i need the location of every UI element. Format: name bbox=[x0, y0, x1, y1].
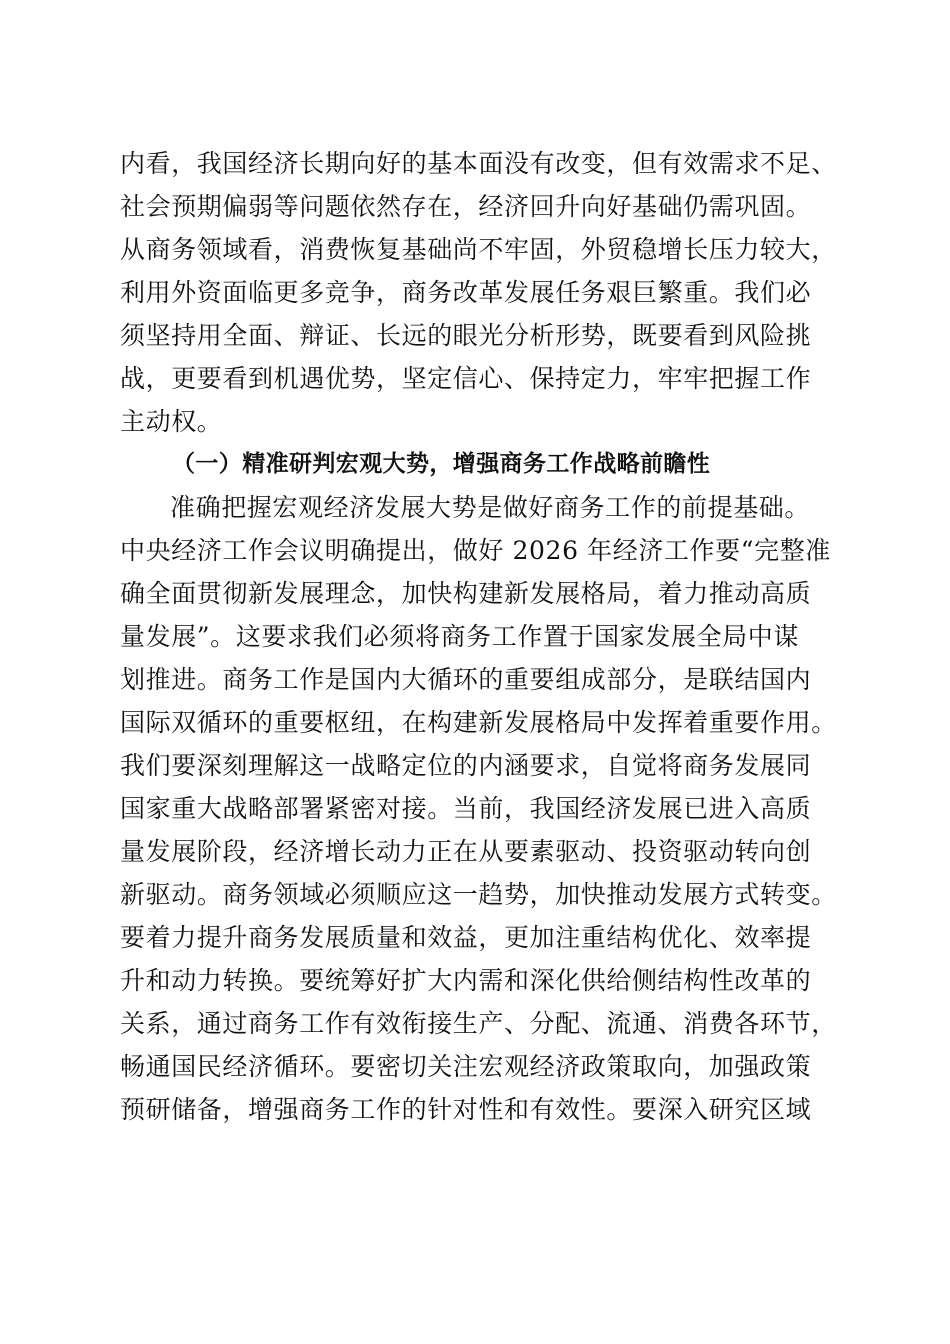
text-line: 中央经济工作会议明确提出，做好 2026 年经济工作要“完整准 bbox=[120, 536, 831, 565]
paragraph-2 bbox=[120, 486, 837, 1131]
text-line: 要着力提升商务发展质量和效益，更加注重结构优化、效率提 bbox=[120, 923, 812, 952]
text-line: 确全面贯彻新发展理念，加快构建新发展格局，着力推动高质 bbox=[120, 579, 812, 608]
section-heading bbox=[120, 443, 830, 486]
text-line: 国家重大战略部署紧密对接。当前，我国经济发展已进入高质 bbox=[120, 794, 812, 823]
text-line: 量发展”。这要求我们必须将商务工作置于国家发展全局中谋 bbox=[120, 622, 799, 651]
text-line: 须坚持用全面、辩证、长远的眼光分析形势，既要看到风险挑 bbox=[120, 321, 812, 350]
text-line: 社会预期偏弱等问题依然存在，经济回升向好基础仍需巩固。 bbox=[120, 192, 812, 221]
text-line: 战，更要看到机遇优势，坚定信心、保持定力，牢牢把握工作 bbox=[120, 364, 812, 393]
text-line: 划推进。商务工作是国内大循环的重要组成部分，是联结国内 bbox=[120, 665, 812, 694]
paragraph-1 bbox=[120, 142, 837, 443]
text-line: 畅通国民经济循环。要密切关注宏观经济政策取向，加强政策 bbox=[120, 1052, 812, 1081]
text-line: 从商务领域看，消费恢复基础尚不牢固，外贸稳增长压力较大， bbox=[120, 235, 837, 264]
section-heading-text: （一）精准研判宏观大势，增强商务工作战略前瞻性 bbox=[172, 451, 711, 477]
text-line: 量发展阶段，经济增长动力正在从要素驱动、投资驱动转向创 bbox=[120, 837, 812, 866]
text-line: 准确把握宏观经济发展大势是做好商务工作的前提基础。 bbox=[170, 493, 811, 522]
text-line: 主动权。 bbox=[120, 407, 223, 436]
text-line: 利用外资面临更多竞争，商务改革发展任务艰巨繁重。我们必 bbox=[120, 278, 812, 307]
text-line: 我们要深刻理解这一战略定位的内涵要求，自觉将商务发展同 bbox=[120, 751, 812, 780]
text-line: 预研储备，增强商务工作的针对性和有效性。要深入研究区域 bbox=[120, 1095, 812, 1124]
text-line: 内看，我国经济长期向好的基本面没有改变，但有效需求不足、 bbox=[120, 149, 837, 178]
text-line: 关系，通过商务工作有效衔接生产、分配、流通、消费各环节， bbox=[120, 1009, 837, 1038]
text-line: 升和动力转换。要统筹好扩大内需和深化供给侧结构性改革的 bbox=[120, 966, 812, 995]
document-body bbox=[120, 142, 837, 1131]
text-line: 国际双循环的重要枢纽，在构建新发展格局中发挥着重要作用。 bbox=[120, 708, 837, 737]
text-line: 新驱动。商务领域必须顺应这一趋势，加快推动发展方式转变。 bbox=[120, 880, 837, 909]
